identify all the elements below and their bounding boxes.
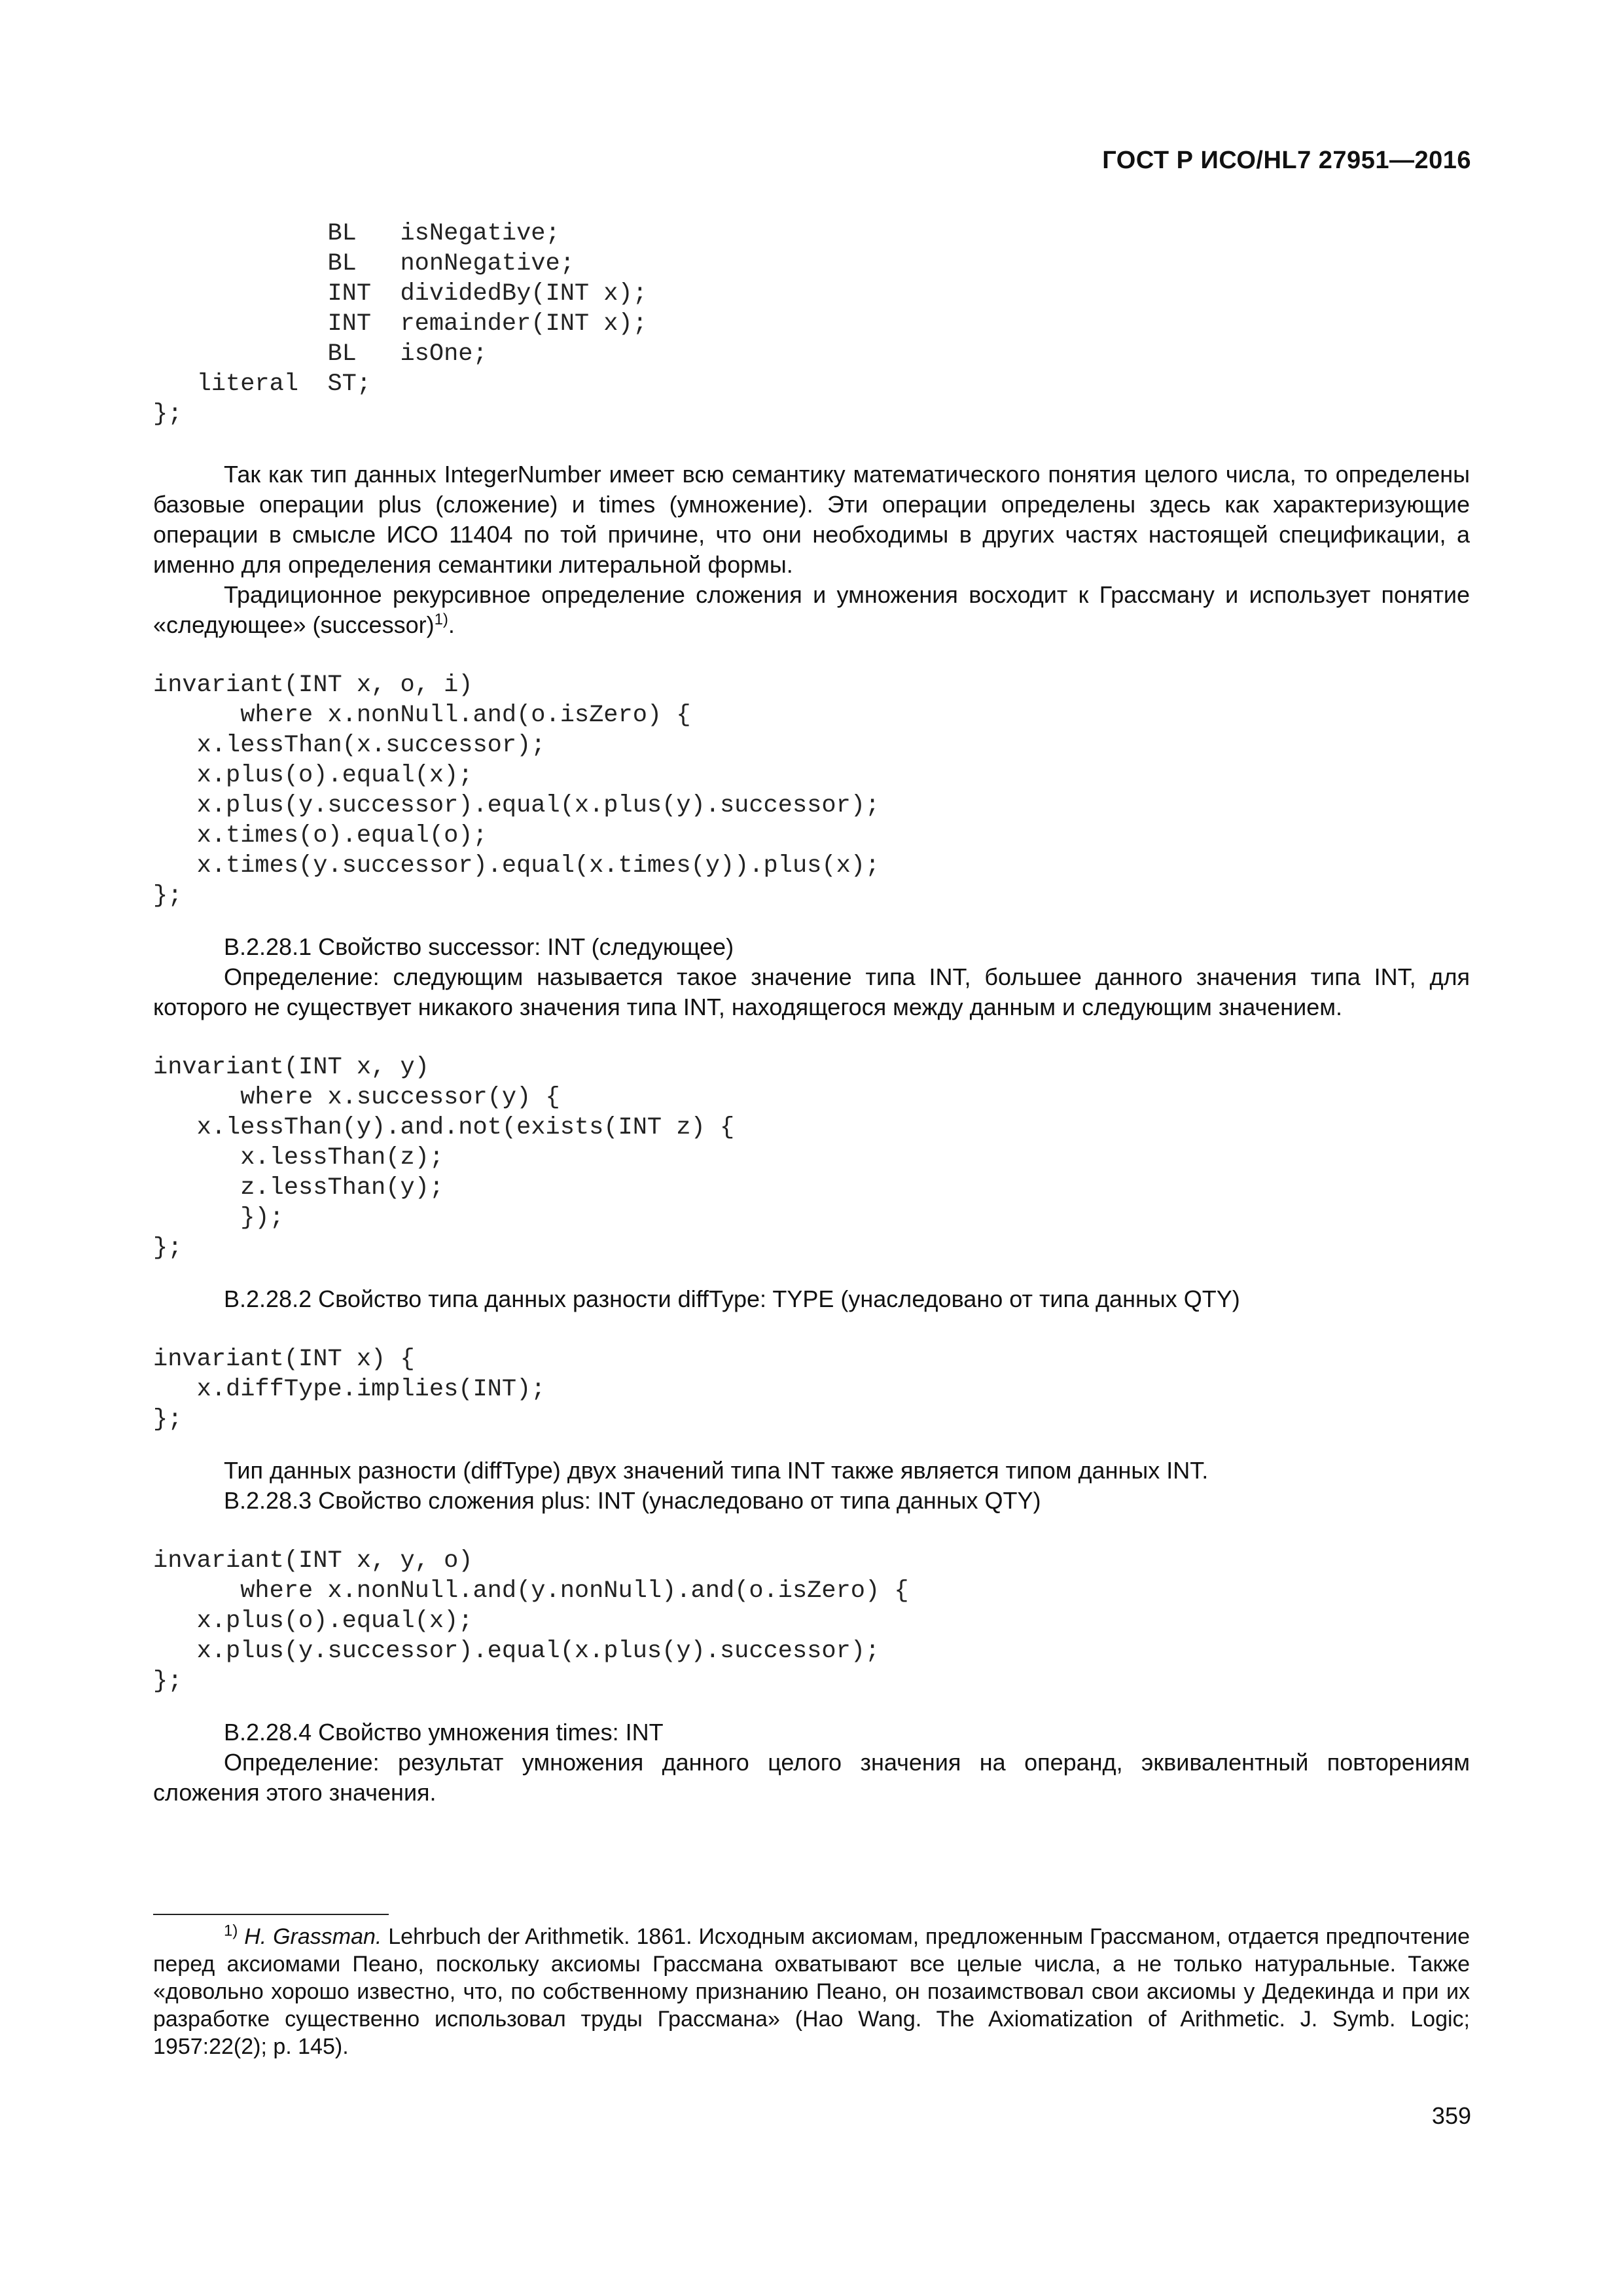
code-line: x.plus(o).equal(x); (153, 762, 473, 789)
code-line: BL nonNegative; (153, 250, 575, 278)
code-line: x.lessThan(x.successor); (153, 732, 546, 759)
code-line: }); (153, 1204, 284, 1232)
paragraph-tail: . (448, 611, 455, 638)
paragraph-integer-semantics: Так как тип данных IntegerNumber имеет всю семантику математического понятия целого числа, то определены базовые операции plus (сложение) и times (умножение). Эти операции определены здесь как характеризующие операции в смысле ИСО 11404 по той причине, что они необходимы в других частях настоящей спецификации, а именно для определения семантики литеральной формы. (153, 461, 1470, 578)
spacer (153, 1696, 1470, 1717)
standard-header: ГОСТ Р ИСО/HL7 27951—2016 (1102, 147, 1471, 174)
code-line: }; (153, 1406, 183, 1433)
code-block-invariant-difftype (153, 1344, 1470, 1435)
footnote-marker: 1) (224, 1922, 238, 1940)
code-line: }; (153, 401, 183, 428)
code-line: where x.nonNull.and(o.isZero) { (153, 702, 691, 729)
code-line: x.plus(y.successor).equal(x.plus(y).successor); (153, 792, 880, 819)
code-line: BL isNegative; (153, 220, 560, 247)
code-line: }; (153, 1234, 183, 1262)
code-line: invariant(INT x, y, o) (153, 1547, 473, 1575)
code-line: where x.nonNull.and(y.nonNull).and(o.isZero) { (153, 1577, 909, 1605)
paragraph-grassman-definition (153, 580, 1470, 640)
code-line: x.times(y.successor).equal(x.times(y)).plus(x); (153, 852, 880, 880)
page-content (153, 219, 1470, 1808)
spacer (153, 1435, 1470, 1456)
spacer (153, 1314, 1470, 1344)
code-block-invariant-plus-times (153, 670, 1470, 911)
code-line: INT remainder(INT x); (153, 310, 647, 338)
code-line: invariant(INT x, y) (153, 1054, 429, 1081)
code-line: }; (153, 882, 183, 910)
section-heading-successor: B.2.28.1 Свойство successor: INT (следующее) (224, 933, 734, 960)
code-line: x.plus(y.successor).equal(x.plus(y).successor); (153, 1638, 880, 1665)
section-heading-difftype: B.2.28.2 Свойство типа данных разности diffType: TYPE (унаследовано от типа данных QTY) (224, 1285, 1240, 1312)
code-block-interface-end (153, 219, 1470, 429)
spacer (153, 1516, 1470, 1546)
code-line: BL isOne; (153, 340, 488, 368)
code-line: invariant(INT x) { (153, 1346, 415, 1373)
paragraph-successor-definition: Определение: следующим называется такое значение типа INT, большее данного значения типа INT, для которого не существует никакого значения типа INT, находящегося между данным и следующим значением. (153, 963, 1470, 1020)
code-line: z.lessThan(y); (153, 1174, 444, 1202)
paragraph-difftype-note: Тип данных разности (diffType) двух значений типа INT также является типом данных INT. (224, 1457, 1209, 1484)
footnote (153, 1923, 1470, 2060)
page-number: 359 (1431, 2102, 1471, 2129)
footnote-author: H. Grassman. (244, 1924, 382, 1949)
paragraph-times-definition: Определение: результат умножения данного целого значения на операнд, эквивалентный повторениям сложения этого значения. (153, 1749, 1470, 1806)
footnote-text: Lehrbuch der Arithmetik. 1861. Исходным аксиомам, предложенным Грассманом, отдается предпочтение перед аксиомами Пеано, поскольку аксиомы Грассмана охватывают все целые числа, а не только натуральные. Также «довольно хорошо известно, что, по собственному признанию Пеано, он позаимствовал свои аксиомы у Дедекинда и при их разработке существенно использовал труды Грассмана» (Hao Wang. The Axiomatization of Arithmetic. J. Symb. Logic; 1957:22(2); p. 145). (153, 1924, 1470, 2059)
code-block-invariant-successor (153, 1052, 1470, 1263)
spacer (153, 1022, 1470, 1052)
paragraph-text: Традиционное рекурсивное определение сложения и умножения восходит к Грассману и использует понятие «следующее» (successor) (153, 581, 1470, 638)
footnote-reference: 1) (434, 611, 448, 628)
code-line: x.plus(o).equal(x); (153, 1607, 473, 1635)
footnote-separator (153, 1914, 389, 1915)
code-line: invariant(INT x, o, i) (153, 672, 473, 699)
section-heading-times: B.2.28.4 Свойство умножения times: INT (224, 1719, 664, 1746)
spacer (153, 429, 1470, 459)
spacer (153, 1263, 1470, 1284)
code-line: x.lessThan(y).and.not(exists(INT z) { (153, 1114, 735, 1141)
code-line: x.diffType.implies(INT); (153, 1376, 546, 1403)
code-line: literal ST; (153, 370, 372, 398)
code-line: x.times(o).equal(o); (153, 822, 488, 850)
code-line: INT dividedBy(INT x); (153, 280, 647, 308)
spacer (153, 911, 1470, 932)
code-line: x.lessThan(z); (153, 1144, 444, 1172)
spacer (153, 640, 1470, 670)
code-line: where x.successor(y) { (153, 1084, 560, 1111)
section-heading-plus: B.2.28.3 Свойство сложения plus: INT (унаследовано от типа данных QTY) (224, 1487, 1041, 1514)
code-line: }; (153, 1668, 183, 1695)
code-block-invariant-plus (153, 1546, 1470, 1696)
